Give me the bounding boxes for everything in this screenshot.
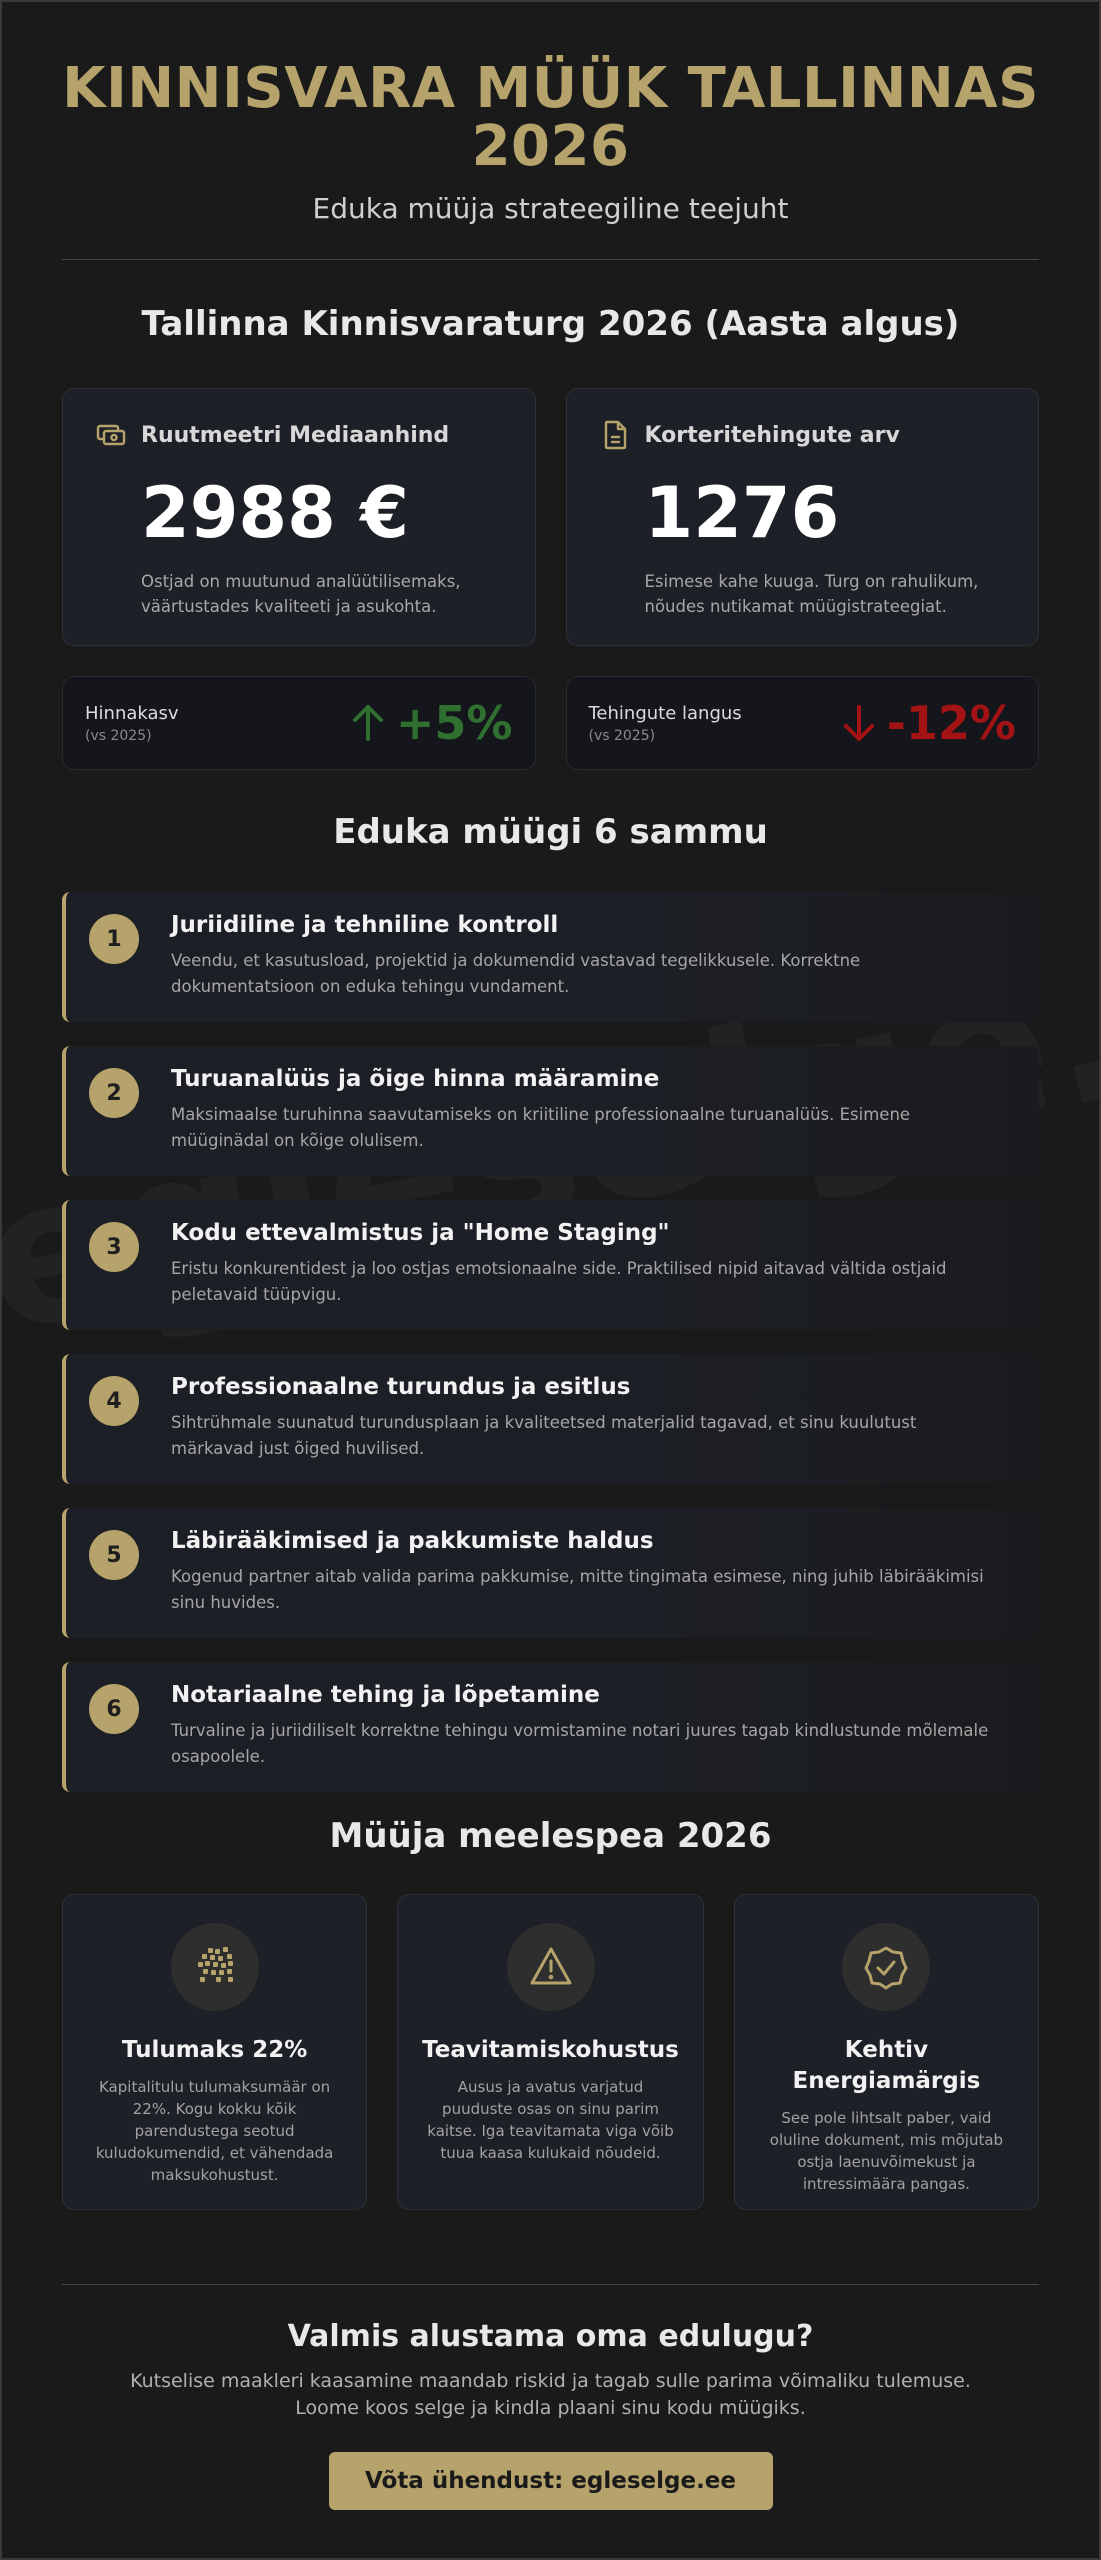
page-subtitle: Eduka müüja strateegiline teejuht bbox=[312, 192, 789, 225]
arrow-up-icon bbox=[350, 703, 386, 743]
step-item bbox=[62, 1662, 1039, 1792]
step-title: Läbirääkimised ja pakkumiste haldus bbox=[171, 1528, 654, 1554]
step-item bbox=[62, 1508, 1039, 1638]
trend-sublabel: (vs 2025) bbox=[588, 727, 656, 744]
stat-card-median-price bbox=[62, 388, 536, 646]
trend-label: Tehingute langus bbox=[588, 702, 742, 724]
trend-value-down bbox=[841, 696, 1016, 750]
stat-label: Korteritehingute arv bbox=[644, 422, 900, 448]
stat-note: Ostjad on muutunud analüütilisemaks, väärtustades kvaliteeti ja asukohta. bbox=[141, 572, 461, 616]
cta-description bbox=[62, 2368, 1039, 2422]
stats-row bbox=[62, 388, 1039, 646]
step-title: Kodu ettevalmistus ja "Home Staging" bbox=[171, 1220, 670, 1246]
cta-line: Loome koos selge ja kindla plaani sinu kodu müügiks. bbox=[295, 2397, 806, 2419]
tip-card-income-tax bbox=[62, 1894, 367, 2210]
step-title: Notariaalne tehing ja lõpetamine bbox=[171, 1682, 600, 1708]
step-number: 4 bbox=[89, 1376, 139, 1426]
tip-title: Kehtiv Energiamärgis bbox=[792, 2037, 981, 2094]
trend-sublabel: (vs 2025) bbox=[85, 727, 152, 744]
divider bbox=[62, 259, 1039, 260]
step-number: 3 bbox=[89, 1222, 139, 1272]
trend-card-price-growth bbox=[62, 676, 536, 770]
main-content bbox=[2, 56, 1099, 2510]
arrow-down-icon bbox=[841, 703, 877, 743]
step-description: Kogenud partner aitab valida parima pakkumise, mitte tingimata esimese, ning juhib läbirääkimisi sinu huvides. bbox=[171, 1567, 984, 1612]
step-description: Maksimaalse turuhinna saavutamiseks on kriitiline professionaalne turuanalüüs. Esimene müüginädal on kõige olulisem. bbox=[171, 1105, 911, 1150]
step-title: Professionaalne turundus ja esitlus bbox=[171, 1374, 631, 1400]
step-description: Eristu konkurentidest ja loo ostjas emotsionaalne side. Praktilised nipid aitavad vältida ostjaid peletavaid tüüpvigu. bbox=[171, 1259, 947, 1304]
step-number: 6 bbox=[89, 1684, 139, 1734]
stat-value: 2988 € bbox=[141, 472, 409, 554]
step-item bbox=[62, 1200, 1039, 1330]
step-item bbox=[62, 1354, 1039, 1484]
warning-icon bbox=[528, 1944, 574, 1990]
step-number: 1 bbox=[89, 914, 139, 964]
tip-description: Kapitalitulu tulumaksumäär on 22%. Kogu kokku kõik parendustega seotud kuludokumendid, et vähendada maksukohustust. bbox=[95, 2078, 334, 2184]
steps-list bbox=[62, 892, 1039, 1792]
market-section-title: Tallinna Kinnisvaraturg 2026 (Aasta algus) bbox=[141, 304, 960, 344]
step-title: Turuanalüüs ja õige hinna määramine bbox=[171, 1066, 660, 1092]
step-item bbox=[62, 1046, 1039, 1176]
coins-icon bbox=[192, 1944, 238, 1990]
page-title: KINNISVARA MÜÜK TALLINNAS 2026 bbox=[62, 56, 1039, 179]
step-item bbox=[62, 892, 1039, 1022]
stat-value: 1276 bbox=[644, 472, 840, 554]
tip-card-energy-label bbox=[734, 1894, 1039, 2210]
step-description: Veendu, et kasutusload, projektid ja dokumendid vastavad tegelikkusele. Korrektne dokumentatsioon on eduka tehingu vundament. bbox=[171, 951, 861, 996]
stat-label: Ruutmeetri Mediaanhind bbox=[141, 422, 450, 448]
cta-title: Valmis alustama oma edulugu? bbox=[287, 2319, 814, 2354]
trend-label: Hinnakasv bbox=[85, 702, 179, 724]
document-icon bbox=[599, 419, 631, 451]
step-title: Juriidiline ja tehniline kontroll bbox=[171, 912, 559, 938]
tip-description: Ausus ja avatus varjatud puuduste osas on sinu parim kaitse. Iga teavitamata viga võib tuua kaasa kulukaid nõudeid. bbox=[427, 2078, 674, 2162]
step-description: Turvaline ja juriidiliselt korrektne tehingu vormistamine notari juures tagab kindlustunde mõlemale osapoolele. bbox=[171, 1721, 989, 1766]
trend-value: +5% bbox=[395, 696, 513, 750]
trend-row bbox=[62, 676, 1039, 770]
step-number: 2 bbox=[89, 1068, 139, 1118]
tip-title: Teavitamiskohustus bbox=[422, 2037, 679, 2063]
contact-button[interactable]: Võta ühendust: egleselge.ee bbox=[329, 2452, 773, 2510]
trend-value-up bbox=[350, 696, 513, 750]
divider bbox=[62, 2284, 1039, 2285]
step-number: 5 bbox=[89, 1530, 139, 1580]
money-icon bbox=[95, 419, 127, 451]
badge-check-icon bbox=[863, 1944, 909, 1990]
tips-row bbox=[62, 1894, 1039, 2210]
tip-title: Tulumaks 22% bbox=[121, 2037, 308, 2063]
stat-card-transactions bbox=[566, 388, 1040, 646]
step-description: Sihtrühmale suunatud turundusplaan ja kvaliteetsed materjalid tagavad, et sinu kuulutust märkavad just õiged huvilised. bbox=[171, 1413, 917, 1458]
cta-line: Kutselise maakleri kaasamine maandab riskid ja tagab sulle parima võimaliku tulemuse. bbox=[130, 2370, 971, 2392]
stat-note: Esimese kahe kuuga. Turg on rahulikum, nõudes nutikamat müügistrateegiat. bbox=[644, 572, 979, 616]
trend-value: -12% bbox=[886, 696, 1016, 750]
tip-card-disclosure bbox=[397, 1894, 704, 2210]
trend-card-transaction-drop bbox=[566, 676, 1040, 770]
steps-section-title: Eduka müügi 6 sammu bbox=[333, 812, 768, 852]
tips-section-title: Müüja meelespea 2026 bbox=[329, 1816, 772, 1856]
tip-description: See pole lihtsalt paber, vaid oluline dokument, mis mõjutab ostja laenuvõimekust ja intressimäära pangas. bbox=[769, 2109, 1004, 2193]
